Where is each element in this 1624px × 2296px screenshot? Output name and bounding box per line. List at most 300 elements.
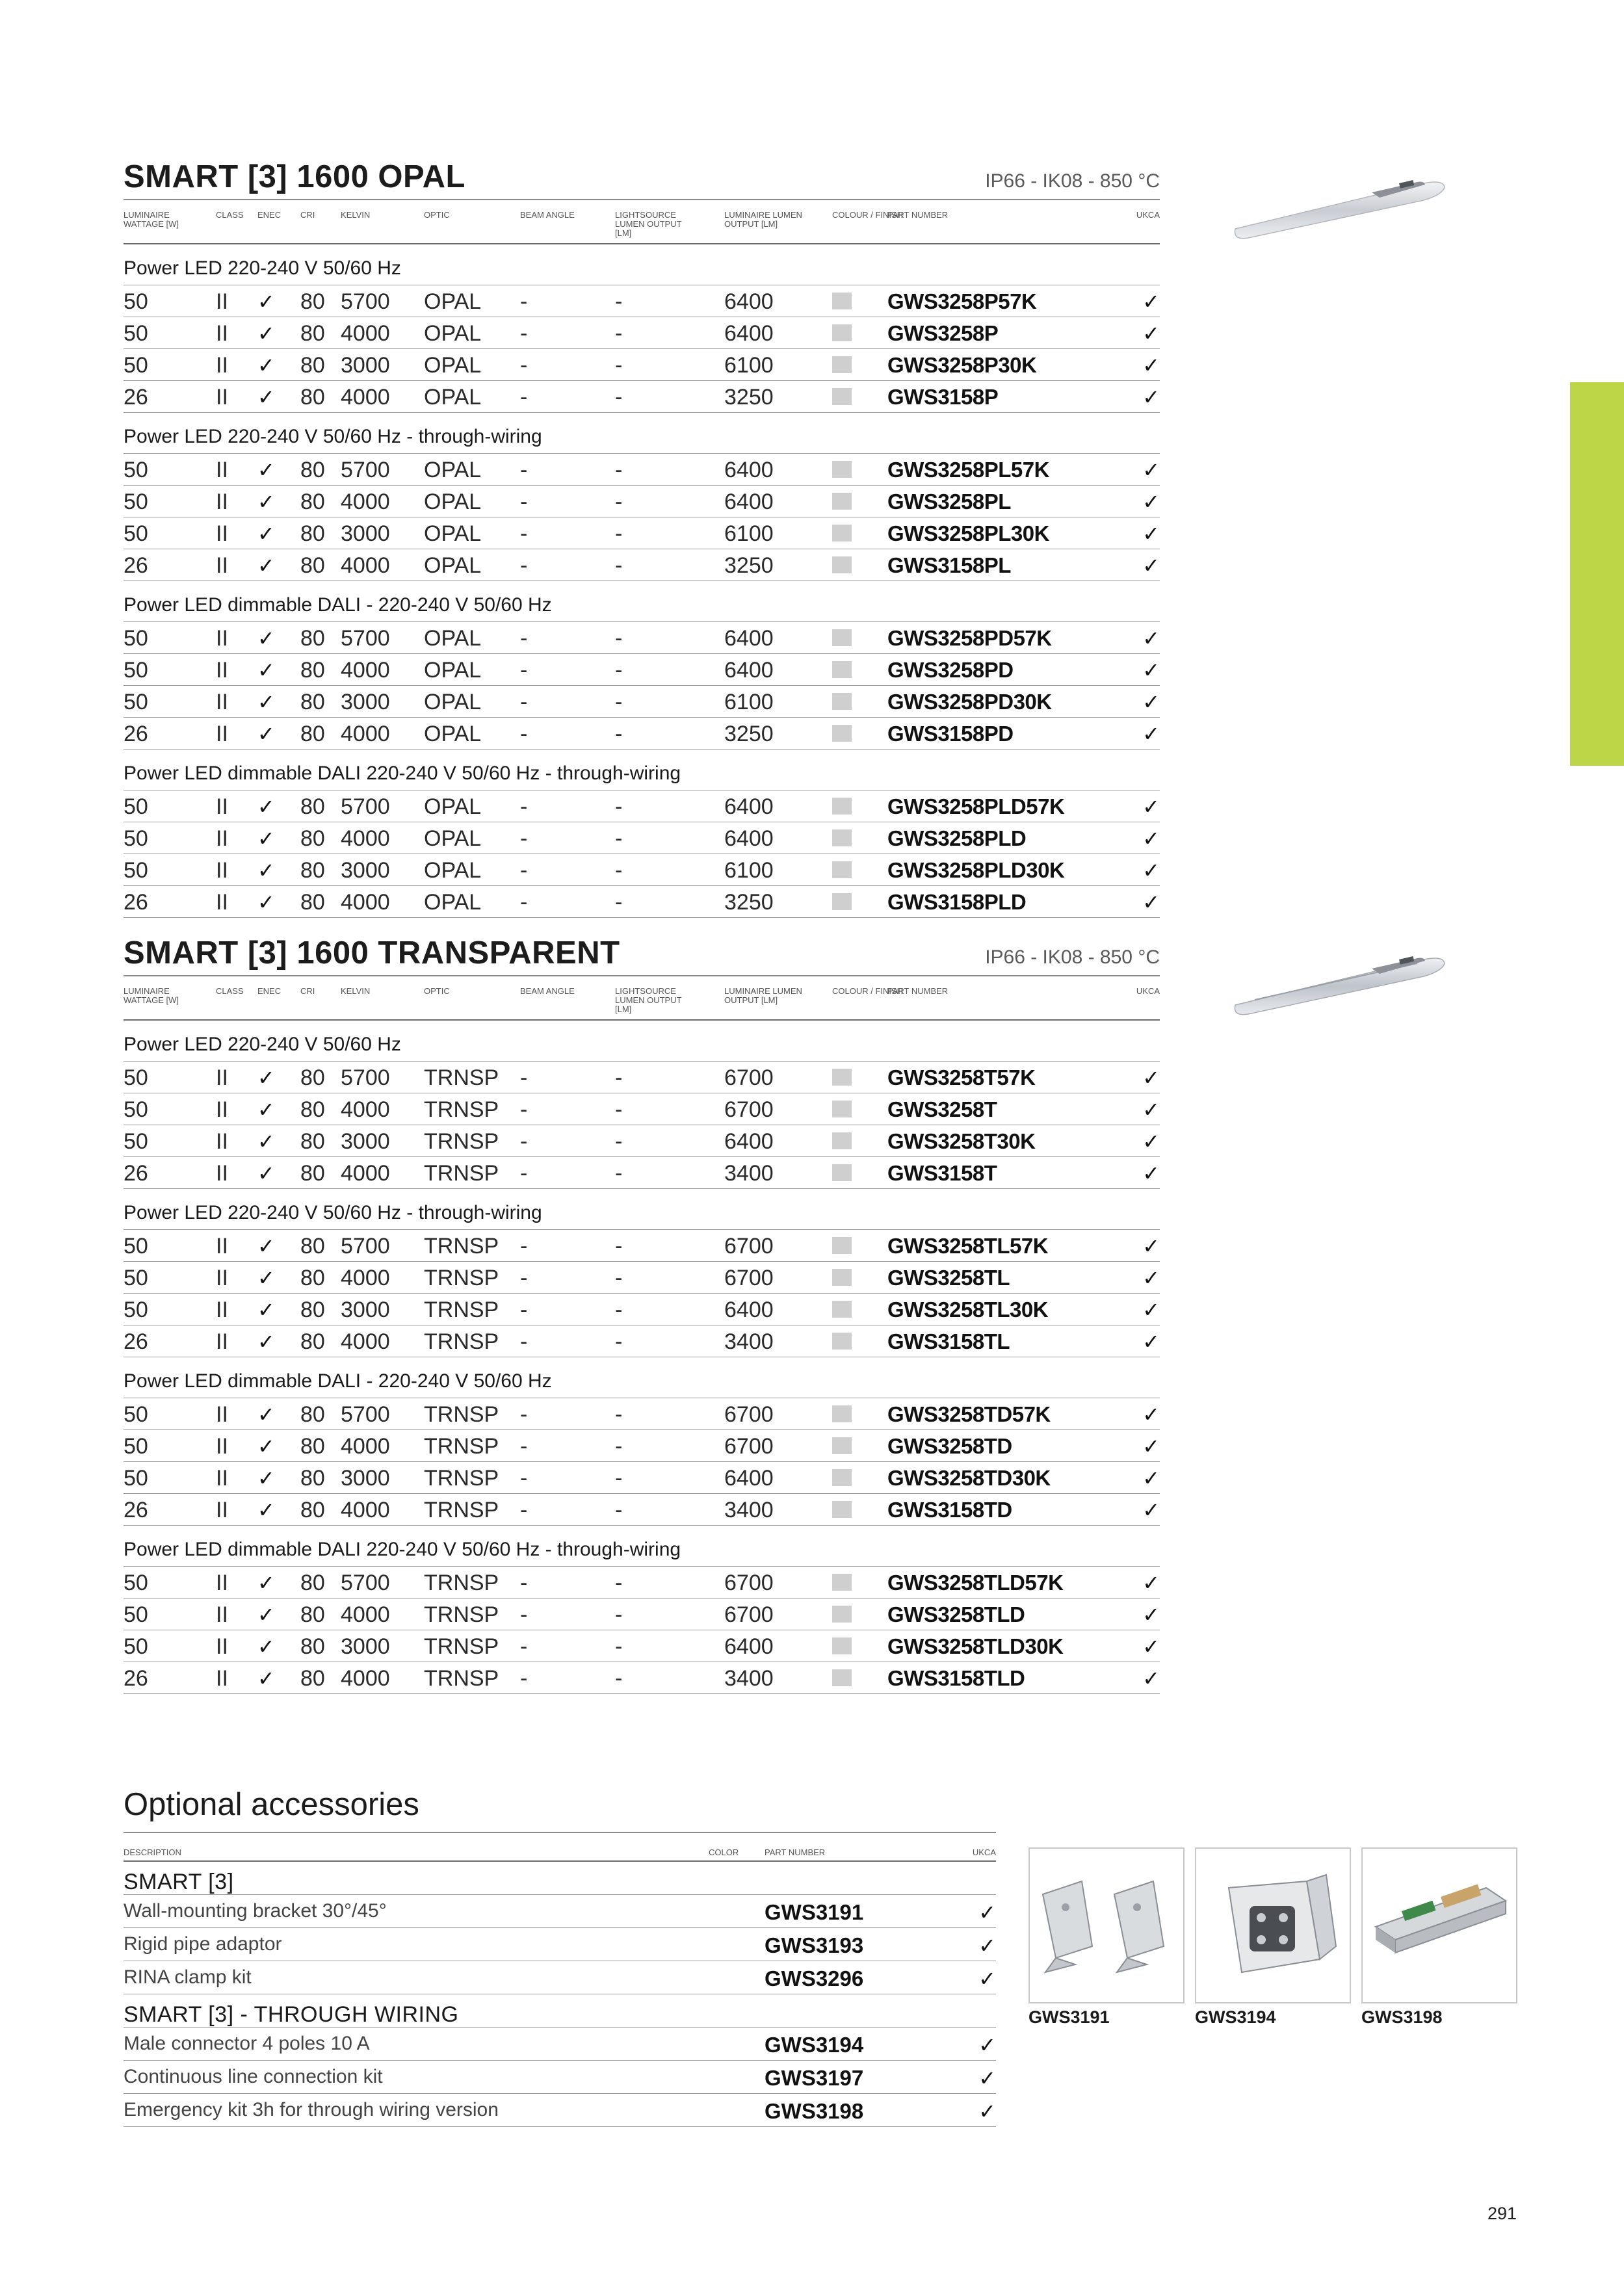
kelvin-cell: 4000 [341, 1161, 390, 1186]
beam-angle-cell: - [520, 1298, 528, 1322]
luminaire-lumen-cell: 6100 [724, 353, 774, 378]
optic-cell: TRNSP [424, 1634, 499, 1659]
part-number: GWS3258TD57K [887, 1402, 1051, 1426]
ukca-check: ✓ [1142, 690, 1160, 714]
class-cell: II [216, 690, 228, 714]
lightsource-lumen-cell: - [615, 1434, 623, 1459]
enec-check: ✓ [257, 891, 275, 914]
column-headers [124, 976, 1160, 1021]
kelvin-cell: 3000 [341, 1466, 390, 1491]
beam-angle-cell: - [520, 521, 528, 546]
enec-check: ✓ [257, 385, 275, 409]
part-number: GWS3258TL30K [887, 1298, 1049, 1322]
enec-check: ✓ [257, 1162, 275, 1185]
wattage-cell: 50 [124, 289, 148, 314]
lightsource-lumen-cell: - [615, 626, 623, 651]
colour-swatch [832, 1669, 852, 1686]
kelvin-cell: 5700 [341, 626, 390, 651]
luminaire-transparent-image [1229, 945, 1450, 1017]
colour-swatch [832, 725, 852, 742]
wattage-cell: 50 [124, 1571, 148, 1595]
colour-swatch [832, 861, 852, 878]
cri-cell: 80 [300, 1161, 325, 1186]
group-label: Power LED dimmable DALI - 220-240 V 50/60 Hz [124, 1357, 1160, 1398]
kelvin-cell: 4000 [341, 489, 390, 514]
cri-cell: 80 [300, 521, 325, 546]
luminaire-lumen-cell: 6700 [724, 1402, 774, 1427]
colour-swatch [832, 461, 852, 478]
kelvin-cell: 4000 [341, 826, 390, 851]
cri-cell: 80 [300, 1434, 325, 1459]
luminaire-lumen-cell: 3250 [724, 553, 774, 578]
class-cell: II [216, 1402, 228, 1427]
part-number: GWS3258TLD57K [887, 1571, 1064, 1595]
ukca-check: ✓ [1142, 827, 1160, 850]
enec-check: ✓ [257, 554, 275, 577]
cri-cell: 80 [300, 1498, 325, 1522]
class-cell: II [216, 1666, 228, 1691]
wattage-cell: 26 [124, 1666, 148, 1691]
col-part-number: PART NUMBER [887, 210, 949, 220]
kelvin-cell: 4000 [341, 1602, 390, 1627]
table-row [124, 718, 1160, 750]
optic-cell: OPAL [424, 826, 482, 851]
beam-angle-cell: - [520, 1065, 528, 1090]
wattage-cell: 50 [124, 1602, 148, 1627]
lightsource-lumen-cell: - [615, 1466, 623, 1491]
beam-angle-cell: - [520, 1234, 528, 1259]
table-row [124, 654, 1160, 686]
lightsource-lumen-cell: - [615, 722, 623, 746]
col-wattage: LUMINAIRE WATTAGE [W] [124, 986, 179, 1005]
section-header [124, 156, 1160, 200]
table-row [124, 454, 1160, 486]
group-label: Power LED 220-240 V 50/60 Hz - through-wiring [124, 1189, 1160, 1230]
optic-cell: OPAL [424, 794, 482, 819]
part-number: GWS3258PLD30K [887, 858, 1065, 882]
col-cri: CRI [300, 210, 315, 220]
ukca-check: ✓ [1142, 1130, 1160, 1153]
class-cell: II [216, 489, 228, 514]
beam-angle-cell: - [520, 458, 528, 482]
wattage-cell: 50 [124, 458, 148, 482]
luminaire-lumen-cell: 6100 [724, 690, 774, 714]
optic-cell: OPAL [424, 458, 482, 482]
table-row [124, 622, 1160, 654]
col-ukca: UKCA [1136, 986, 1160, 996]
ukca-check: ✓ [1142, 1667, 1160, 1690]
part-number: GWS3258PL [887, 489, 1011, 514]
beam-angle-cell: - [520, 1329, 528, 1354]
enec-check: ✓ [257, 690, 275, 714]
table-row [124, 1567, 1160, 1598]
class-cell: II [216, 458, 228, 482]
colour-swatch [832, 1132, 852, 1149]
optic-cell: TRNSP [424, 1129, 499, 1154]
lightsource-lumen-cell: - [615, 1402, 623, 1427]
emergency-kit-image [1361, 1847, 1517, 2003]
beam-angle-cell: - [520, 1161, 528, 1186]
wattage-cell: 50 [124, 521, 148, 546]
col-ukca: UKCA [972, 1847, 996, 1857]
part-number: GWS3258PLD57K [887, 794, 1065, 818]
beam-angle-cell: - [520, 1634, 528, 1659]
lightsource-lumen-cell: - [615, 353, 623, 378]
ukca-check: ✓ [1142, 1266, 1160, 1290]
luminaire-lumen-cell: 6700 [724, 1571, 774, 1595]
luminaire-lumen-cell: 6400 [724, 1466, 774, 1491]
enec-check: ✓ [257, 1435, 275, 1458]
class-cell: II [216, 1234, 228, 1259]
enec-check: ✓ [257, 1498, 275, 1522]
accessory-description: Continuous line connection kit [124, 2066, 383, 2087]
group-label: Power LED 220-240 V 50/60 Hz [124, 244, 1160, 285]
part-number: GWS3258PL57K [887, 458, 1049, 482]
enec-check: ✓ [257, 1403, 275, 1426]
accessory-row [124, 1961, 996, 1994]
protection-rating: IP66 - IK08 - 850 °C [985, 170, 1160, 192]
beam-angle-cell: - [520, 385, 528, 410]
table-row [124, 822, 1160, 854]
beam-angle-cell: - [520, 553, 528, 578]
colour-swatch [832, 293, 852, 309]
cri-cell: 80 [300, 1571, 325, 1595]
table-row [124, 1062, 1160, 1093]
product-section-opal [124, 156, 1160, 918]
col-description: DESCRIPTION [124, 1847, 181, 1857]
luminaire-lumen-cell: 3400 [724, 1161, 774, 1186]
ukca-check: ✓ [1142, 859, 1160, 882]
accessory-group-label: SMART [3] [124, 1862, 996, 1895]
lightsource-lumen-cell: - [615, 690, 623, 714]
table-row [124, 1230, 1160, 1262]
table-body [124, 244, 1160, 918]
col-luminaire-lumen: LUMINAIRE LUMEN OUTPUT [LM] [724, 986, 802, 1005]
ukca-check: ✓ [1142, 659, 1160, 682]
luminaire-lumen-cell: 3250 [724, 385, 774, 410]
accessory-description: RINA clamp kit [124, 1966, 252, 1988]
wattage-cell: 50 [124, 1434, 148, 1459]
wattage-cell: 26 [124, 890, 148, 915]
kelvin-cell: 5700 [341, 1065, 390, 1090]
cri-cell: 80 [300, 553, 325, 578]
ukca-check: ✓ [1142, 1066, 1160, 1089]
beam-angle-cell: - [520, 1498, 528, 1522]
ukca-check: ✓ [978, 1934, 996, 1957]
beam-angle-cell: - [520, 890, 528, 915]
enec-check: ✓ [257, 827, 275, 850]
optic-cell: OPAL [424, 553, 482, 578]
part-number: GWS3258PL30K [887, 521, 1049, 545]
colour-swatch [832, 629, 852, 646]
ukca-check: ✓ [1142, 891, 1160, 914]
accessory-part-number: GWS3194 [765, 2033, 864, 2057]
cri-cell: 80 [300, 690, 325, 714]
lightsource-lumen-cell: - [615, 489, 623, 514]
accessory-description: Rigid pipe adaptor [124, 1933, 282, 1955]
class-cell: II [216, 289, 228, 314]
luminaire-lumen-cell: 6400 [724, 1129, 774, 1154]
wattage-cell: 50 [124, 858, 148, 883]
part-number: GWS3158PL [887, 553, 1011, 577]
page-number: 291 [1487, 2204, 1517, 2223]
accessory-part-number: GWS3198 [765, 2099, 864, 2123]
accessory-group-label: SMART [3] - THROUGH WIRING [124, 1994, 996, 2028]
part-number: GWS3258TLD30K [887, 1634, 1064, 1658]
table-row [124, 1157, 1160, 1189]
beam-angle-cell: - [520, 321, 528, 346]
class-cell: II [216, 1161, 228, 1186]
col-beam-angle: BEAM ANGLE [520, 210, 575, 220]
kelvin-cell: 4000 [341, 1266, 390, 1290]
enec-check: ✓ [257, 1098, 275, 1121]
wall-bracket-image [1028, 1847, 1185, 2003]
table-row [124, 1294, 1160, 1325]
enec-check: ✓ [257, 1130, 275, 1153]
section-title: SMART [3] 1600 OPAL [124, 159, 465, 194]
beam-angle-cell: - [520, 289, 528, 314]
lightsource-lumen-cell: - [615, 521, 623, 546]
luminaire-lumen-cell: 6400 [724, 489, 774, 514]
luminaire-lumen-cell: 6400 [724, 794, 774, 819]
cri-cell: 80 [300, 289, 325, 314]
colour-swatch [832, 1637, 852, 1654]
lightsource-lumen-cell: - [615, 1161, 623, 1186]
ukca-check: ✓ [1142, 1403, 1160, 1426]
part-number: GWS3158TL [887, 1329, 1010, 1353]
table-row [124, 886, 1160, 918]
lightsource-lumen-cell: - [615, 553, 623, 578]
accessory-part-number: GWS3193 [765, 1933, 864, 1957]
table-row [124, 317, 1160, 349]
ukca-check: ✓ [1142, 1635, 1160, 1658]
wattage-cell: 26 [124, 1161, 148, 1186]
col-class: CLASS [216, 210, 244, 220]
beam-angle-cell: - [520, 794, 528, 819]
luminaire-lumen-cell: 3250 [724, 722, 774, 746]
optic-cell: TRNSP [424, 1602, 499, 1627]
cri-cell: 80 [300, 890, 325, 915]
ukca-check: ✓ [1142, 354, 1160, 377]
part-number: GWS3158PD [887, 722, 1014, 746]
kelvin-cell: 4000 [341, 1666, 390, 1691]
wattage-cell: 50 [124, 489, 148, 514]
table-row [124, 854, 1160, 886]
cri-cell: 80 [300, 1329, 325, 1354]
optic-cell: OPAL [424, 690, 482, 714]
kelvin-cell: 5700 [341, 289, 390, 314]
wattage-cell: 50 [124, 690, 148, 714]
optic-cell: OPAL [424, 626, 482, 651]
wattage-cell: 50 [124, 1402, 148, 1427]
wattage-cell: 50 [124, 1634, 148, 1659]
beam-angle-cell: - [520, 690, 528, 714]
accessories-column-headers [124, 1833, 996, 1862]
ukca-check: ✓ [1142, 490, 1160, 514]
group-label: Power LED dimmable DALI 220-240 V 50/60 Hz - through-wiring [124, 750, 1160, 790]
table-row [124, 1494, 1160, 1526]
table-row [124, 1430, 1160, 1462]
optic-cell: OPAL [424, 858, 482, 883]
luminaire-lumen-cell: 6400 [724, 458, 774, 482]
colour-swatch [832, 1606, 852, 1623]
optic-cell: TRNSP [424, 1266, 499, 1290]
part-number: GWS3258P [887, 321, 999, 345]
beam-angle-cell: - [520, 858, 528, 883]
col-color: COLOR [709, 1847, 739, 1857]
cri-cell: 80 [300, 1097, 325, 1122]
connector-image [1195, 1847, 1351, 2003]
colour-swatch [832, 693, 852, 710]
cri-cell: 80 [300, 1666, 325, 1691]
class-cell: II [216, 1097, 228, 1122]
cri-cell: 80 [300, 722, 325, 746]
enec-check: ✓ [257, 490, 275, 514]
luminaire-lumen-cell: 6100 [724, 858, 774, 883]
beam-angle-cell: - [520, 353, 528, 378]
part-number: GWS3258PLD [887, 826, 1027, 850]
thumbnail-label: GWS3191 [1028, 2007, 1110, 2027]
kelvin-cell: 4000 [341, 1498, 390, 1522]
ukca-check: ✓ [1142, 1234, 1160, 1258]
table-row [124, 285, 1160, 317]
class-cell: II [216, 722, 228, 746]
ukca-check: ✓ [1142, 290, 1160, 313]
accessory-row [124, 1895, 996, 1928]
enec-check: ✓ [257, 627, 275, 650]
part-number: GWS3258PD [887, 658, 1014, 682]
table-row [124, 1398, 1160, 1430]
luminaire-lumen-cell: 6700 [724, 1065, 774, 1090]
col-optic: OPTIC [424, 986, 450, 996]
enec-check: ✓ [257, 458, 275, 482]
class-cell: II [216, 1466, 228, 1491]
col-colour-finish: COLOUR / FINISH [832, 986, 904, 996]
section-color-tab [1570, 382, 1624, 766]
cri-cell: 80 [300, 489, 325, 514]
beam-angle-cell: - [520, 1266, 528, 1290]
col-enec: ENEC [257, 986, 282, 996]
luminaire-lumen-cell: 6700 [724, 1234, 774, 1259]
ukca-check: ✓ [1142, 1162, 1160, 1185]
enec-check: ✓ [257, 1066, 275, 1089]
class-cell: II [216, 1298, 228, 1322]
optic-cell: TRNSP [424, 1571, 499, 1595]
ukca-check: ✓ [978, 2067, 996, 2090]
class-cell: II [216, 658, 228, 683]
ukca-check: ✓ [1142, 554, 1160, 577]
col-optic: OPTIC [424, 210, 450, 220]
ukca-check: ✓ [1142, 627, 1160, 650]
part-number: GWS3158P [887, 385, 999, 409]
optic-cell: TRNSP [424, 1065, 499, 1090]
class-cell: II [216, 1129, 228, 1154]
kelvin-cell: 4000 [341, 722, 390, 746]
lightsource-lumen-cell: - [615, 890, 623, 915]
enec-check: ✓ [257, 1603, 275, 1626]
colour-swatch [832, 356, 852, 373]
part-number: GWS3158TD [887, 1498, 1012, 1522]
table-row [124, 349, 1160, 381]
enec-check: ✓ [257, 722, 275, 746]
ukca-check: ✓ [978, 2033, 996, 2057]
cri-cell: 80 [300, 1234, 325, 1259]
wattage-cell: 50 [124, 1129, 148, 1154]
optic-cell: TRNSP [424, 1097, 499, 1122]
luminaire-lumen-cell: 6700 [724, 1602, 774, 1627]
ukca-check: ✓ [1142, 385, 1160, 409]
col-kelvin: KELVIN [341, 986, 371, 996]
kelvin-cell: 5700 [341, 1402, 390, 1427]
kelvin-cell: 5700 [341, 1571, 390, 1595]
cri-cell: 80 [300, 385, 325, 410]
optic-cell: OPAL [424, 385, 482, 410]
lightsource-lumen-cell: - [615, 1065, 623, 1090]
kelvin-cell: 5700 [341, 1234, 390, 1259]
cri-cell: 80 [300, 626, 325, 651]
kelvin-cell: 4000 [341, 553, 390, 578]
wattage-cell: 26 [124, 1498, 148, 1522]
optic-cell: OPAL [424, 658, 482, 683]
lightsource-lumen-cell: - [615, 826, 623, 851]
ukca-check: ✓ [1142, 1603, 1160, 1626]
wattage-cell: 50 [124, 1298, 148, 1322]
lightsource-lumen-cell: - [615, 658, 623, 683]
ukca-check: ✓ [978, 1901, 996, 1924]
optic-cell: TRNSP [424, 1434, 499, 1459]
beam-angle-cell: - [520, 1097, 528, 1122]
part-number: GWS3158PLD [887, 890, 1027, 914]
part-number: GWS3258TD [887, 1434, 1012, 1458]
part-number: GWS3258T30K [887, 1129, 1036, 1153]
luminaire-lumen-cell: 6100 [724, 521, 774, 546]
optic-cell: TRNSP [424, 1666, 499, 1691]
colour-swatch [832, 493, 852, 510]
table-body [124, 1021, 1160, 1694]
cri-cell: 80 [300, 1602, 325, 1627]
kelvin-cell: 4000 [341, 890, 390, 915]
colour-swatch [832, 1574, 852, 1591]
kelvin-cell: 4000 [341, 385, 390, 410]
optic-cell: TRNSP [424, 1298, 499, 1322]
ukca-check: ✓ [1142, 1098, 1160, 1121]
kelvin-cell: 4000 [341, 321, 390, 346]
col-beam-angle: BEAM ANGLE [520, 986, 575, 996]
cri-cell: 80 [300, 458, 325, 482]
colour-swatch [832, 1101, 852, 1117]
optic-cell: TRNSP [424, 1234, 499, 1259]
accessory-row [124, 2094, 996, 2127]
colour-swatch [832, 1237, 852, 1254]
lightsource-lumen-cell: - [615, 1129, 623, 1154]
enec-check: ✓ [257, 1330, 275, 1353]
kelvin-cell: 3000 [341, 1634, 390, 1659]
optic-cell: TRNSP [424, 1402, 499, 1427]
kelvin-cell: 4000 [341, 1097, 390, 1122]
col-class: CLASS [216, 986, 244, 996]
luminaire-lumen-cell: 3250 [724, 890, 774, 915]
beam-angle-cell: - [520, 1602, 528, 1627]
cri-cell: 80 [300, 1298, 325, 1322]
enec-check: ✓ [257, 1234, 275, 1258]
colour-swatch [832, 1301, 852, 1318]
wattage-cell: 26 [124, 553, 148, 578]
kelvin-cell: 3000 [341, 858, 390, 883]
luminaire-opal-image [1229, 169, 1450, 241]
enec-check: ✓ [257, 795, 275, 818]
class-cell: II [216, 858, 228, 883]
luminaire-lumen-cell: 6400 [724, 826, 774, 851]
